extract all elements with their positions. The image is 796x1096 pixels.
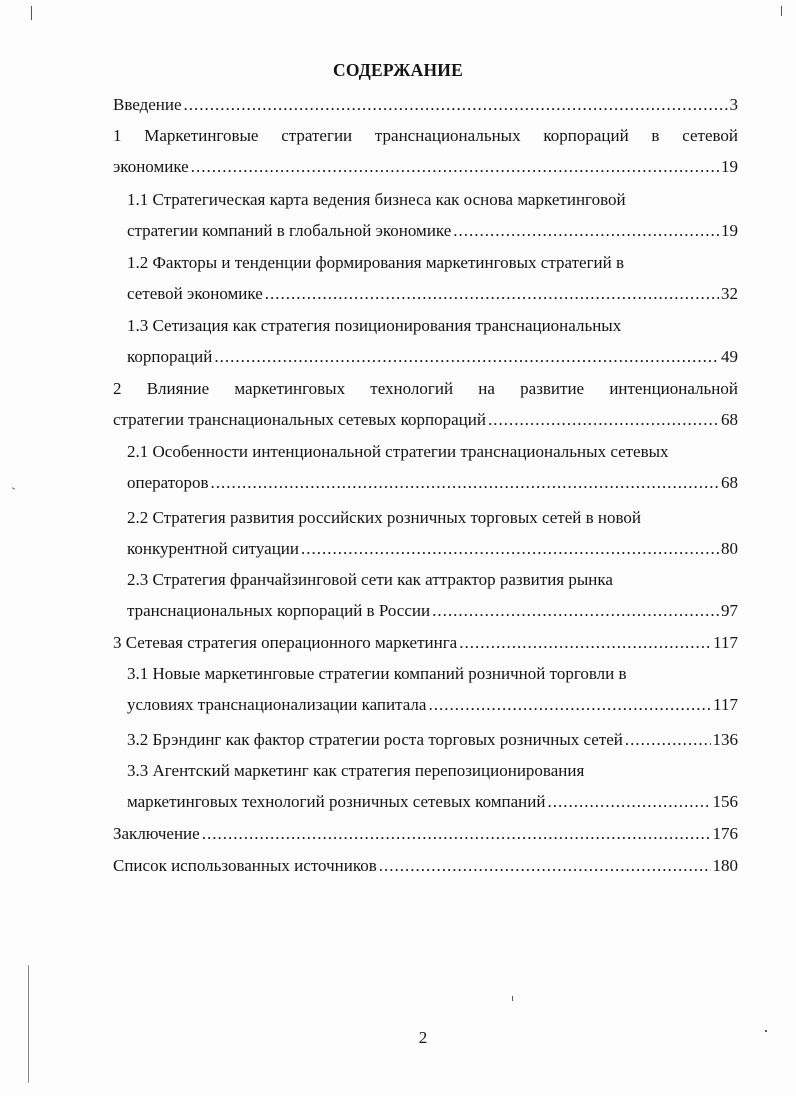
toc-entry-title-line-1: 3.1 Новые маркетинговые стратегии компаний розничной торговли в [127, 664, 627, 683]
dot-leader [488, 410, 719, 430]
toc-entry-section-1-1[interactable] [127, 190, 738, 241]
scan-mark [31, 6, 32, 20]
toc-entry-section-2-2[interactable] [127, 508, 738, 559]
dot-leader [265, 284, 719, 304]
toc-page-number: 80 [721, 539, 738, 558]
toc-entry-section-1-2[interactable] [127, 253, 738, 304]
scan-mark [765, 1030, 767, 1032]
toc-page-number: 136 [712, 730, 738, 749]
toc-entry-title-line-1: 1.3 Сетизация как стратегия позиционирования транснациональных [127, 316, 622, 335]
scan-mark [12, 487, 15, 490]
toc-entry-title-line-1: 2.3 Стратегия франчайзинговой сети как аттрактор развития рынка [127, 570, 613, 589]
toc-entry-section-2-3[interactable] [127, 570, 738, 621]
dot-leader [214, 347, 719, 367]
dot-leader [432, 601, 719, 621]
toc-page-number: 68 [721, 473, 738, 492]
toc-entry-title-line-1: 2.2 Стратегия развития российских розничных торговых сетей в новой [127, 508, 642, 527]
toc-entry-title-line-2: операторов [127, 473, 209, 492]
toc-entry-title: Заключение [113, 824, 200, 843]
dot-leader [210, 473, 719, 493]
toc-page-number: 68 [721, 410, 738, 429]
toc-entry-title-line-2: корпораций [127, 347, 213, 366]
toc-entry-title-line-1: 3.3 Агентский маркетинг как стратегия перепозиционирования [127, 761, 585, 780]
toc-entry-chapter-2[interactable] [113, 379, 738, 430]
toc-entry-chapter-1[interactable] [113, 126, 738, 177]
toc-entry-title-line-2: стратегии компаний в глобальной экономике [127, 221, 452, 240]
toc-page-number: 180 [712, 856, 738, 875]
toc-entry-title-line-1: 2 Влияние маркетинговых технологий на развитие интенциональной [113, 379, 738, 398]
toc-entry-title-line-2: транснациональных корпораций в России [127, 601, 431, 620]
toc-page-number: 156 [712, 792, 738, 811]
toc-page-number: 49 [721, 347, 738, 366]
dot-leader [459, 633, 711, 653]
toc-page-number: 117 [713, 633, 738, 652]
toc-entry-chapter-3[interactable] [113, 633, 738, 653]
toc-entry-title-line-2: сетевой экономике [127, 284, 263, 303]
dot-leader [301, 539, 719, 559]
toc-entry-title-line-2: конкурентной ситуации [127, 539, 299, 558]
toc-entry-introduction[interactable] [113, 95, 738, 115]
dot-leader [428, 695, 711, 715]
toc-page-number: 3 [729, 95, 738, 114]
toc-page-number: 176 [712, 824, 738, 843]
toc-entry-title: 3 Сетевая стратегия операционного маркетинга [113, 633, 458, 652]
toc-page-number: 19 [721, 221, 738, 240]
page-title: СОДЕРЖАНИЕ [332, 60, 463, 80]
toc-entry-section-2-1[interactable] [127, 442, 738, 493]
toc-entry-section-3-2[interactable] [127, 730, 738, 750]
toc-entry-title-line-1: 1.1 Стратегическая карта ведения бизнеса как основа маркетинговой [127, 190, 626, 209]
toc-page-number: 117 [713, 695, 738, 714]
dot-leader [184, 95, 728, 115]
toc-entry-title: Введение [113, 95, 182, 114]
toc-entry-title-line-2: стратегии транснациональных сетевых корпораций [113, 410, 486, 429]
toc-page-number: 97 [721, 601, 738, 620]
dot-leader [547, 792, 710, 812]
dot-leader [625, 730, 711, 750]
toc-entry-section-3-1[interactable] [127, 664, 738, 715]
toc-page-number: 32 [721, 284, 738, 303]
scan-mark [512, 996, 513, 1001]
dot-leader [191, 157, 719, 177]
toc-entry-references[interactable] [113, 856, 738, 876]
toc-entry-section-3-3[interactable] [127, 761, 738, 812]
scan-mark [28, 965, 29, 1083]
toc-entry-title: 3.2 Брэндинг как фактор стратегии роста торговых розничных сетей [127, 730, 623, 749]
toc-entry-section-1-3[interactable] [127, 316, 738, 367]
toc-entry-title-line-2: маркетинговых технологий розничных сетевых компаний [127, 792, 546, 811]
toc-page-number: 19 [721, 157, 738, 176]
toc-entry-conclusion[interactable] [113, 824, 738, 844]
toc-entry-title: Список использованных источников [113, 856, 377, 875]
toc-entry-title-line-1: 1.2 Факторы и тенденции формирования маркетинговых стратегий в [127, 253, 625, 272]
page-number: 2 [418, 1028, 428, 1047]
toc-entry-title-line-1: 2.1 Особенности интенциональной стратегии транснациональных сетевых [127, 442, 669, 461]
toc-entry-title-line-2: условиях транснационализации капитала [127, 695, 427, 714]
scan-mark [781, 6, 782, 16]
toc-entry-title-line-1: 1 Маркетинговые стратегии транснациональных корпораций в сетевой [113, 126, 738, 145]
toc-entry-title-line-2: экономике [113, 157, 189, 176]
dot-leader [379, 856, 711, 876]
dot-leader [453, 221, 719, 241]
dot-leader [202, 824, 711, 844]
